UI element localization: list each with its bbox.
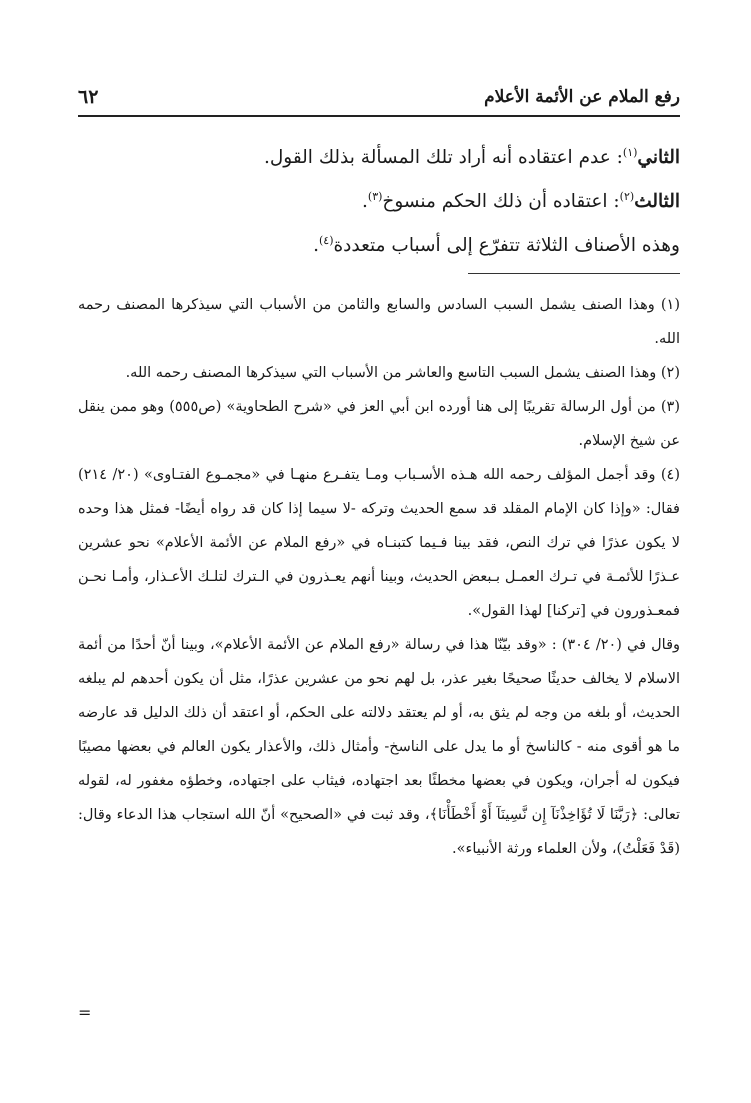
header-rule [78, 115, 680, 117]
main-line-2-text: : اعتقاده أن ذلك الحكم منسوخ [382, 191, 620, 212]
main-line-2-tail: . [362, 191, 368, 212]
main-line-3-tail: . [313, 235, 319, 256]
footnote-4-part-1: (٤) وقد أجمل المؤلف رحمه الله هـذه الأسـباب ومـا يتفـرع منهـا في «مجمـوع الفتـاوى» (٢٠/ ٢١٤) فقال: «وإذا كان الإمام المقلد قد سمع الحديث وتركه -لا سيما إذا كان قد رواه أيضًا- فمثل هذا وحده لا يكون عذرًا في ترك النص، فقد بينا فـيما كتبنـاه في «رفع الملام عن الأئمة الأعلام» نحو عشرين عـذرًا للأئمـة في تـرك العمـل بـبعض الحديث، وبينا أنهم يعـذرون في الـترك لتلـك الأعـذار، وأمـا نحـن فمعـذورون في [تركنا] لهذا القول». [78, 467, 680, 619]
running-title: رفع الملام عن الأئمة الأعلام [484, 87, 680, 107]
footnotes [78, 288, 681, 1022]
label-third: الثالث [634, 191, 680, 212]
footnote-ref-3[interactable]: (٣) [367, 189, 383, 203]
main-line-3 [78, 224, 680, 268]
page-number: ٦٢ [78, 86, 99, 108]
main-line-3-text: وهذه الأصناف الثلاثة تتفرّع إلى أسباب متعددة [333, 235, 680, 256]
main-line-1 [78, 136, 680, 180]
running-header [78, 82, 680, 114]
main-line-2 [78, 180, 680, 224]
footnote-4-part-2: وقال في (٢٠/ ٣٠٤) : «وقد بيّنّا هذا في رسالة «رفع الملام عن الأئمة الأعلام»، وبينا أنّ أحدًا من أئمة الاسلام لا يخالف حديثًا صحيحًا بغير عذر، بل لهم نحو من عشرين عذرًا، مثل أن يكون أحدهم لم يبلغه الحديث، أو بلغه من وجه لم يثق به، أو لم يعتقد دلالته على الحكم، أو اعتقد أن ذلك الدليل قد عارضه ما هو أقوى منه - كالناسخ أو ما يدل على الناسخ- وأمثال ذلك، والأعذار يكون العالم في بعضها مصيبًا فيكون له أجران، ويكون في بعضها مخطئًا بعد اجتهاده، فيثاب على اجتهاده، وخطؤه مغفور له، لقوله تعالى: ﴿رَبَّنَا لَا تُؤَاخِذْنَآ إِن نَّسِينَآ أَوْ أَخْطَأْنَا﴾، وقد ثبت في «الصحيح» أنّ الله استجاب هذا الدعاء وقال: (قَدْ فَعَلْتُ)، ولأن العلماء ورثة الأنبياء». [78, 637, 681, 857]
footnote-rule [468, 273, 680, 274]
footnote-ref-1[interactable]: (١) [622, 145, 638, 159]
main-line-1-text: : عدم اعتقاده أنه أراد تلك المسألة بذلك القول. [263, 147, 623, 168]
footnote-1: (١) وهذا الصنف يشمل السبب السادس والسابع والثامن من الأسباب التي سيذكرها المصنف رحمه الله. [78, 297, 680, 347]
footnote-ref-2[interactable]: (٢) [619, 189, 635, 203]
main-text [78, 136, 680, 268]
footnote-2: (٢) وهذا الصنف يشمل السبب التاسع والعاشر من الأسباب التي سيذكرها المصنف رحمه الله. [125, 365, 680, 381]
label-second: الثاني [637, 147, 680, 168]
end-mark: = [78, 1003, 92, 1022]
footnote-ref-4[interactable]: (٤) [318, 233, 334, 247]
footnote-3: (٣) من أول الرسالة تقريبًا إلى هنا أورده ابن أبي العز في «شرح الطحاوية» (ص٥٥٥) وهو ممن ينقل عن شيخ الإسلام. [78, 399, 680, 449]
